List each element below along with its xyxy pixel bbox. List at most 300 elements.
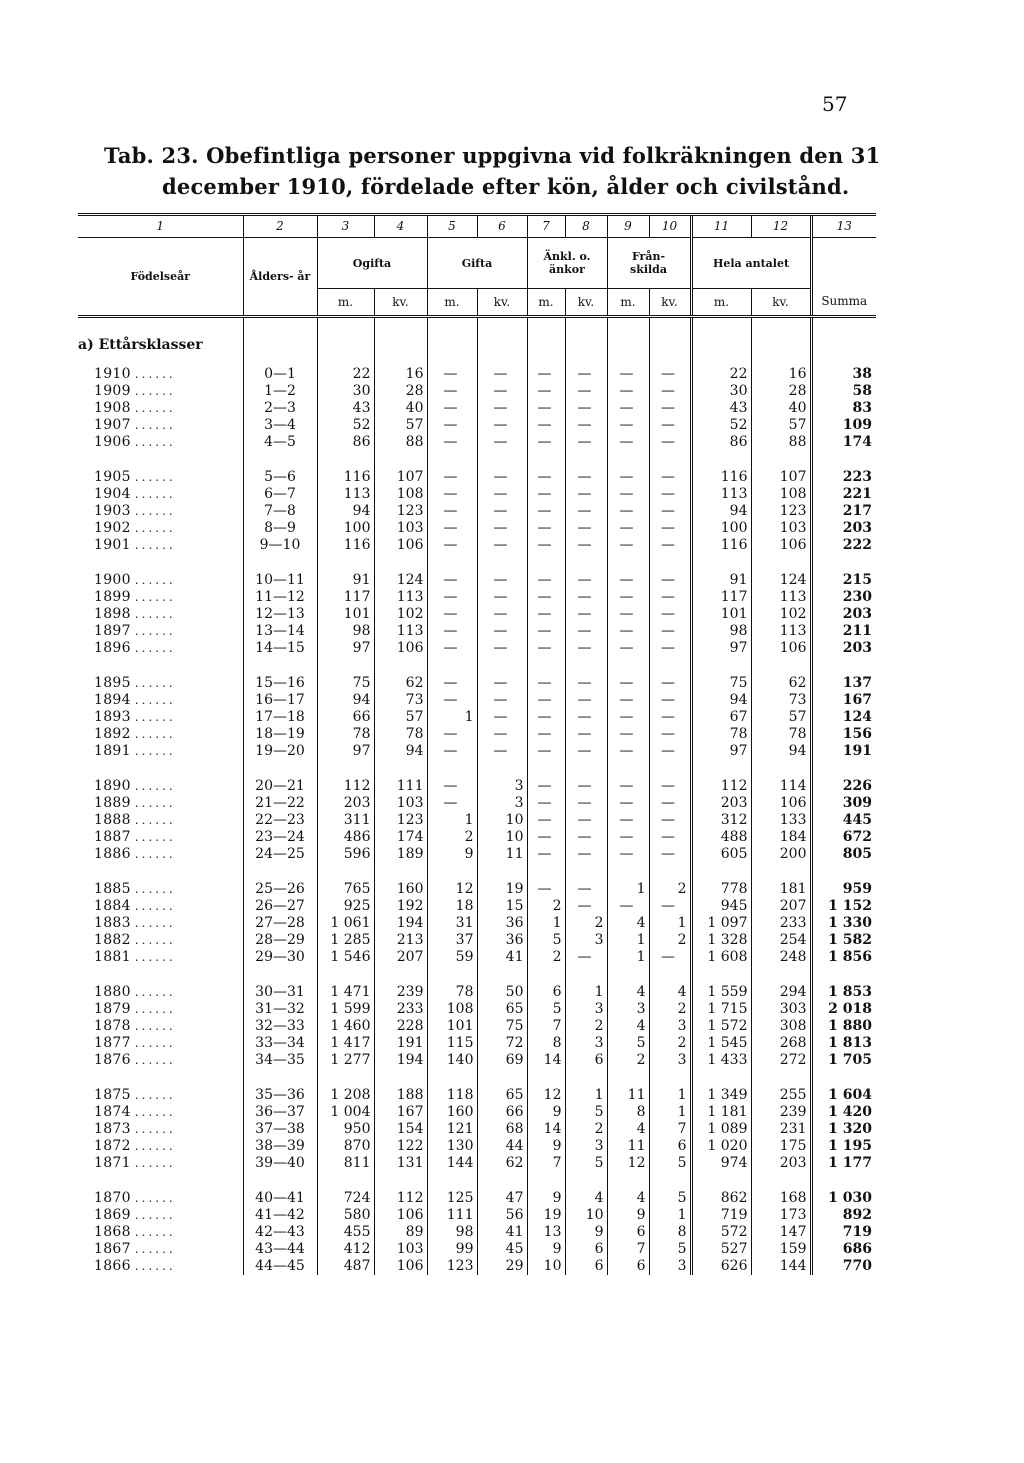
divorced-kv-cell: — (649, 778, 691, 795)
married-kv-cell: — (477, 503, 527, 520)
divorced-m-cell: 5 (607, 1035, 649, 1052)
widowed-kv-cell: — (565, 812, 607, 829)
age-cell: 39—40 (243, 1155, 317, 1172)
widowed-m-cell: — (527, 520, 565, 537)
leader-dots: ...... (134, 418, 176, 432)
unmarried-kv-cell: 106 (374, 640, 427, 657)
divorced-m-cell: 1 (607, 932, 649, 949)
birth-year-cell (78, 1104, 243, 1121)
total-m-cell: 78 (691, 726, 751, 743)
sum-cell: 892 (811, 1207, 876, 1224)
divorced-kv-cell: 5 (649, 1190, 691, 1207)
year-label: 1894 (94, 692, 131, 708)
leader-dots: ...... (134, 779, 176, 793)
widowed-kv-cell: 6 (565, 1241, 607, 1258)
divorced-m-cell: — (607, 898, 649, 915)
leader-dots: ...... (134, 950, 176, 964)
leader-dots: ...... (134, 1002, 176, 1016)
unmarried-kv-cell: 194 (374, 915, 427, 932)
leader-dots: ...... (134, 1208, 176, 1222)
table-row (78, 572, 876, 589)
age-cell: 32—33 (243, 1018, 317, 1035)
birth-year-cell (78, 709, 243, 726)
unmarried-m-cell: 1 208 (317, 1087, 374, 1104)
group-spacer (78, 554, 876, 572)
married-m-cell: 140 (427, 1052, 477, 1069)
married-kv-cell: — (477, 675, 527, 692)
total-kv-cell: 207 (751, 898, 811, 915)
total-kv-cell: 147 (751, 1224, 811, 1241)
age-cell: 34—35 (243, 1052, 317, 1069)
married-m-cell: — (427, 434, 477, 451)
total-kv-cell: 106 (751, 537, 811, 554)
divorced-kv-cell: — (649, 949, 691, 966)
divorced-m-cell: — (607, 469, 649, 486)
col-number: 7 (527, 215, 565, 238)
unmarried-kv-cell: 113 (374, 623, 427, 640)
widowed-kv-cell: 10 (565, 1207, 607, 1224)
table-row (78, 1052, 876, 1069)
divorced-kv-cell: 1 (649, 1207, 691, 1224)
widowed-m-cell: 5 (527, 1001, 565, 1018)
unmarried-kv-cell: 167 (374, 1104, 427, 1121)
married-kv-cell: — (477, 434, 527, 451)
widowed-m-cell: — (527, 829, 565, 846)
leader-dots: ...... (134, 1088, 176, 1102)
divorced-m-cell: 7 (607, 1241, 649, 1258)
unmarried-kv-cell: 106 (374, 1258, 427, 1275)
birth-year-cell (78, 743, 243, 760)
widowed-m-cell: 14 (527, 1052, 565, 1069)
widowed-kv-cell: — (565, 486, 607, 503)
divorced-m-cell: — (607, 726, 649, 743)
total-m-cell: 113 (691, 486, 751, 503)
married-kv-cell: 10 (477, 829, 527, 846)
divorced-kv-cell: — (649, 537, 691, 554)
unmarried-m-cell: 1 277 (317, 1052, 374, 1069)
divorced-m-cell: 3 (607, 1001, 649, 1018)
widowed-kv-cell: 1 (565, 1087, 607, 1104)
birth-year-cell (78, 1155, 243, 1172)
unmarried-m-cell: 1 599 (317, 1001, 374, 1018)
table-row (78, 606, 876, 623)
widowed-m-cell: 10 (527, 1258, 565, 1275)
widowed-kv-cell: — (565, 469, 607, 486)
age-cell: 8—9 (243, 520, 317, 537)
widowed-kv-cell: — (565, 623, 607, 640)
sum-cell: 137 (811, 675, 876, 692)
header-m: m. (427, 289, 477, 317)
year-label: 1905 (94, 469, 131, 485)
widowed-kv-cell: 9 (565, 1224, 607, 1241)
total-m-cell: 626 (691, 1258, 751, 1275)
unmarried-kv-cell: 103 (374, 795, 427, 812)
divorced-kv-cell: — (649, 520, 691, 537)
sum-cell: 1 880 (811, 1018, 876, 1035)
unmarried-m-cell: 116 (317, 537, 374, 554)
married-m-cell: 125 (427, 1190, 477, 1207)
col-number: 8 (565, 215, 607, 238)
widowed-kv-cell: — (565, 949, 607, 966)
widowed-kv-cell: — (565, 675, 607, 692)
total-kv-cell: 28 (751, 383, 811, 400)
year-label: 1900 (94, 572, 131, 588)
birth-year-cell (78, 486, 243, 503)
unmarried-m-cell: 487 (317, 1258, 374, 1275)
divorced-kv-cell: — (649, 469, 691, 486)
married-m-cell: — (427, 640, 477, 657)
year-label: 1888 (94, 812, 131, 828)
year-label: 1898 (94, 606, 131, 622)
widowed-kv-cell: — (565, 778, 607, 795)
married-kv-cell: 29 (477, 1258, 527, 1275)
widowed-m-cell: — (527, 383, 565, 400)
married-kv-cell: 62 (477, 1155, 527, 1172)
sum-cell: 226 (811, 778, 876, 795)
table-row (78, 984, 876, 1001)
sum-cell: 1 152 (811, 898, 876, 915)
unmarried-m-cell: 97 (317, 640, 374, 657)
age-cell: 6—7 (243, 486, 317, 503)
total-kv-cell: 88 (751, 434, 811, 451)
widowed-kv-cell: 6 (565, 1258, 607, 1275)
table-row (78, 692, 876, 709)
year-label: 1886 (94, 846, 131, 862)
divorced-kv-cell: 7 (649, 1121, 691, 1138)
divorced-kv-cell: — (649, 417, 691, 434)
married-m-cell: 1 (427, 812, 477, 829)
table-row (78, 1138, 876, 1155)
unmarried-m-cell: 596 (317, 846, 374, 863)
birth-year-cell (78, 1001, 243, 1018)
unmarried-kv-cell: 189 (374, 846, 427, 863)
age-cell: 15—16 (243, 675, 317, 692)
unmarried-m-cell: 1 460 (317, 1018, 374, 1035)
widowed-kv-cell: — (565, 417, 607, 434)
widowed-m-cell: — (527, 726, 565, 743)
total-m-cell: 1 715 (691, 1001, 751, 1018)
year-label: 1884 (94, 898, 131, 914)
age-cell: 37—38 (243, 1121, 317, 1138)
widowed-kv-cell: 3 (565, 932, 607, 949)
divorced-kv-cell: — (649, 898, 691, 915)
leader-dots: ...... (134, 676, 176, 690)
table-row (78, 434, 876, 451)
divorced-kv-cell: — (649, 400, 691, 417)
widowed-kv-cell: — (565, 692, 607, 709)
table-row (78, 1241, 876, 1258)
widowed-kv-cell: — (565, 589, 607, 606)
married-m-cell: — (427, 503, 477, 520)
unmarried-kv-cell: 89 (374, 1224, 427, 1241)
unmarried-kv-cell: 154 (374, 1121, 427, 1138)
unmarried-kv-cell: 102 (374, 606, 427, 623)
total-kv-cell: 73 (751, 692, 811, 709)
header-unmarried: Ogifta (317, 238, 427, 289)
sum-cell: 203 (811, 640, 876, 657)
married-m-cell: 111 (427, 1207, 477, 1224)
year-label: 1896 (94, 640, 131, 656)
divorced-kv-cell: 6 (649, 1138, 691, 1155)
page-number: 57 (822, 92, 848, 116)
divorced-kv-cell: — (649, 383, 691, 400)
married-kv-cell: 66 (477, 1104, 527, 1121)
total-m-cell: 1 181 (691, 1104, 751, 1121)
unmarried-kv-cell: 239 (374, 984, 427, 1001)
unmarried-kv-cell: 192 (374, 898, 427, 915)
widowed-m-cell: 2 (527, 949, 565, 966)
unmarried-kv-cell: 62 (374, 675, 427, 692)
unmarried-kv-cell: 213 (374, 932, 427, 949)
year-label: 1906 (94, 434, 131, 450)
age-cell: 44—45 (243, 1258, 317, 1275)
birth-year-cell (78, 692, 243, 709)
married-m-cell: — (427, 537, 477, 554)
header-kv: kv. (374, 289, 427, 317)
divorced-m-cell: — (607, 520, 649, 537)
header-kv: kv. (751, 289, 811, 317)
birth-year-cell (78, 589, 243, 606)
unmarried-kv-cell: 191 (374, 1035, 427, 1052)
leader-dots: ...... (134, 573, 176, 587)
table-row (78, 1104, 876, 1121)
year-label: 1892 (94, 726, 131, 742)
widowed-kv-cell: — (565, 743, 607, 760)
total-m-cell: 101 (691, 606, 751, 623)
married-m-cell: 108 (427, 1001, 477, 1018)
married-kv-cell: — (477, 383, 527, 400)
sum-cell: 445 (811, 812, 876, 829)
birth-year-cell (78, 829, 243, 846)
total-m-cell: 97 (691, 640, 751, 657)
age-cell: 31—32 (243, 1001, 317, 1018)
widowed-m-cell: — (527, 486, 565, 503)
table-row (78, 795, 876, 812)
married-kv-cell: 45 (477, 1241, 527, 1258)
married-kv-cell: — (477, 400, 527, 417)
table-row (78, 1035, 876, 1052)
unmarried-kv-cell: 113 (374, 589, 427, 606)
age-cell: 28—29 (243, 932, 317, 949)
sum-cell: 1 195 (811, 1138, 876, 1155)
header-m: m. (607, 289, 649, 317)
age-cell: 16—17 (243, 692, 317, 709)
unmarried-m-cell: 52 (317, 417, 374, 434)
divorced-kv-cell: — (649, 503, 691, 520)
header-kv: kv. (565, 289, 607, 317)
table-row (78, 949, 876, 966)
birth-year-cell (78, 675, 243, 692)
widowed-m-cell: 9 (527, 1104, 565, 1121)
leader-dots: ...... (134, 641, 176, 655)
sum-cell: 174 (811, 434, 876, 451)
married-kv-cell: — (477, 366, 527, 383)
birth-year-cell (78, 1018, 243, 1035)
table-row (78, 1190, 876, 1207)
total-m-cell: 1 559 (691, 984, 751, 1001)
married-kv-cell: 44 (477, 1138, 527, 1155)
sum-cell: 1 853 (811, 984, 876, 1001)
group-spacer (78, 451, 876, 469)
widowed-m-cell: — (527, 640, 565, 657)
section-label: a) Ettårsklasser (78, 336, 203, 353)
divorced-m-cell: — (607, 383, 649, 400)
age-cell: 18—19 (243, 726, 317, 743)
total-m-cell: 100 (691, 520, 751, 537)
year-label: 1891 (94, 743, 131, 759)
sum-cell: 203 (811, 520, 876, 537)
birth-year-cell (78, 503, 243, 520)
unmarried-m-cell: 412 (317, 1241, 374, 1258)
divorced-m-cell: — (607, 366, 649, 383)
table-row (78, 1018, 876, 1035)
leader-dots: ...... (134, 916, 176, 930)
total-m-cell: 117 (691, 589, 751, 606)
leader-dots: ...... (134, 796, 176, 810)
widowed-kv-cell: — (565, 795, 607, 812)
unmarried-kv-cell: 111 (374, 778, 427, 795)
leader-dots: ...... (134, 1156, 176, 1170)
unmarried-m-cell: 1 061 (317, 915, 374, 932)
birth-year-cell (78, 726, 243, 743)
total-kv-cell: 239 (751, 1104, 811, 1121)
total-kv-cell: 272 (751, 1052, 811, 1069)
year-label: 1866 (94, 1258, 131, 1274)
widowed-m-cell: 1 (527, 915, 565, 932)
widowed-m-cell: — (527, 400, 565, 417)
divorced-kv-cell: 1 (649, 1087, 691, 1104)
leader-dots: ...... (134, 435, 176, 449)
divorced-kv-cell: — (649, 434, 691, 451)
column-number-row (78, 215, 876, 238)
widowed-m-cell: 5 (527, 932, 565, 949)
age-cell: 35—36 (243, 1087, 317, 1104)
age-cell: 22—23 (243, 812, 317, 829)
unmarried-m-cell: 94 (317, 503, 374, 520)
total-kv-cell: 159 (751, 1241, 811, 1258)
married-m-cell: 160 (427, 1104, 477, 1121)
married-m-cell: — (427, 417, 477, 434)
total-m-cell: 22 (691, 366, 751, 383)
year-label: 1885 (94, 881, 131, 897)
widowed-m-cell: — (527, 675, 565, 692)
total-kv-cell: 78 (751, 726, 811, 743)
group-spacer (78, 1069, 876, 1087)
sum-cell: 1 420 (811, 1104, 876, 1121)
married-m-cell: 78 (427, 984, 477, 1001)
total-m-cell: 1 433 (691, 1052, 751, 1069)
unmarried-kv-cell: 78 (374, 726, 427, 743)
birth-year-cell (78, 949, 243, 966)
widowed-m-cell: — (527, 503, 565, 520)
divorced-kv-cell: — (649, 675, 691, 692)
total-m-cell: 86 (691, 434, 751, 451)
table-row (78, 846, 876, 863)
widowed-m-cell: 9 (527, 1241, 565, 1258)
married-kv-cell: 65 (477, 1001, 527, 1018)
unmarried-kv-cell: 131 (374, 1155, 427, 1172)
widowed-kv-cell: 6 (565, 1052, 607, 1069)
unmarried-m-cell: 311 (317, 812, 374, 829)
age-cell: 29—30 (243, 949, 317, 966)
widowed-kv-cell: 2 (565, 1121, 607, 1138)
unmarried-kv-cell: 207 (374, 949, 427, 966)
sum-cell: 221 (811, 486, 876, 503)
age-cell: 2—3 (243, 400, 317, 417)
divorced-m-cell: — (607, 795, 649, 812)
col-number: 12 (751, 215, 811, 238)
leader-dots: ...... (134, 1105, 176, 1119)
divorced-m-cell: 9 (607, 1207, 649, 1224)
unmarried-m-cell: 101 (317, 606, 374, 623)
widowed-kv-cell: — (565, 537, 607, 554)
total-kv-cell: 62 (751, 675, 811, 692)
unmarried-m-cell: 1 285 (317, 932, 374, 949)
leader-dots: ...... (134, 882, 176, 896)
widowed-kv-cell: 5 (565, 1104, 607, 1121)
leader-dots: ...... (134, 985, 176, 999)
divorced-m-cell: 11 (607, 1087, 649, 1104)
table-row (78, 1155, 876, 1172)
table-row (78, 1087, 876, 1104)
sum-cell: 805 (811, 846, 876, 863)
married-kv-cell: 15 (477, 898, 527, 915)
married-m-cell: — (427, 486, 477, 503)
sum-cell: 719 (811, 1224, 876, 1241)
total-m-cell: 778 (691, 881, 751, 898)
sum-cell: 2 018 (811, 1001, 876, 1018)
widowed-kv-cell: — (565, 881, 607, 898)
table-row (78, 778, 876, 795)
divorced-m-cell: — (607, 623, 649, 640)
age-cell: 25—26 (243, 881, 317, 898)
unmarried-kv-cell: 57 (374, 709, 427, 726)
married-m-cell: 2 (427, 829, 477, 846)
birth-year-cell (78, 623, 243, 640)
unmarried-kv-cell: 103 (374, 1241, 427, 1258)
married-kv-cell: 47 (477, 1190, 527, 1207)
leader-dots: ...... (134, 1122, 176, 1136)
table-row (78, 623, 876, 640)
divorced-m-cell: — (607, 572, 649, 589)
married-kv-cell: 72 (477, 1035, 527, 1052)
leader-dots: ...... (134, 1259, 176, 1273)
total-m-cell: 67 (691, 709, 751, 726)
leader-dots: ...... (134, 1019, 176, 1033)
widowed-m-cell: — (527, 589, 565, 606)
unmarried-m-cell: 94 (317, 692, 374, 709)
age-cell: 9—10 (243, 537, 317, 554)
total-m-cell: 116 (691, 469, 751, 486)
unmarried-m-cell: 116 (317, 469, 374, 486)
unmarried-m-cell: 765 (317, 881, 374, 898)
married-m-cell: 1 (427, 709, 477, 726)
total-kv-cell: 94 (751, 743, 811, 760)
married-kv-cell: — (477, 469, 527, 486)
married-kv-cell: 65 (477, 1087, 527, 1104)
total-kv-cell: 200 (751, 846, 811, 863)
married-kv-cell: — (477, 640, 527, 657)
widowed-m-cell: — (527, 846, 565, 863)
table-title (104, 140, 894, 202)
total-m-cell: 94 (691, 503, 751, 520)
married-m-cell: — (427, 520, 477, 537)
sum-cell: 770 (811, 1258, 876, 1275)
married-m-cell: 101 (427, 1018, 477, 1035)
total-m-cell: 52 (691, 417, 751, 434)
married-m-cell: — (427, 795, 477, 812)
group-spacer (78, 657, 876, 675)
